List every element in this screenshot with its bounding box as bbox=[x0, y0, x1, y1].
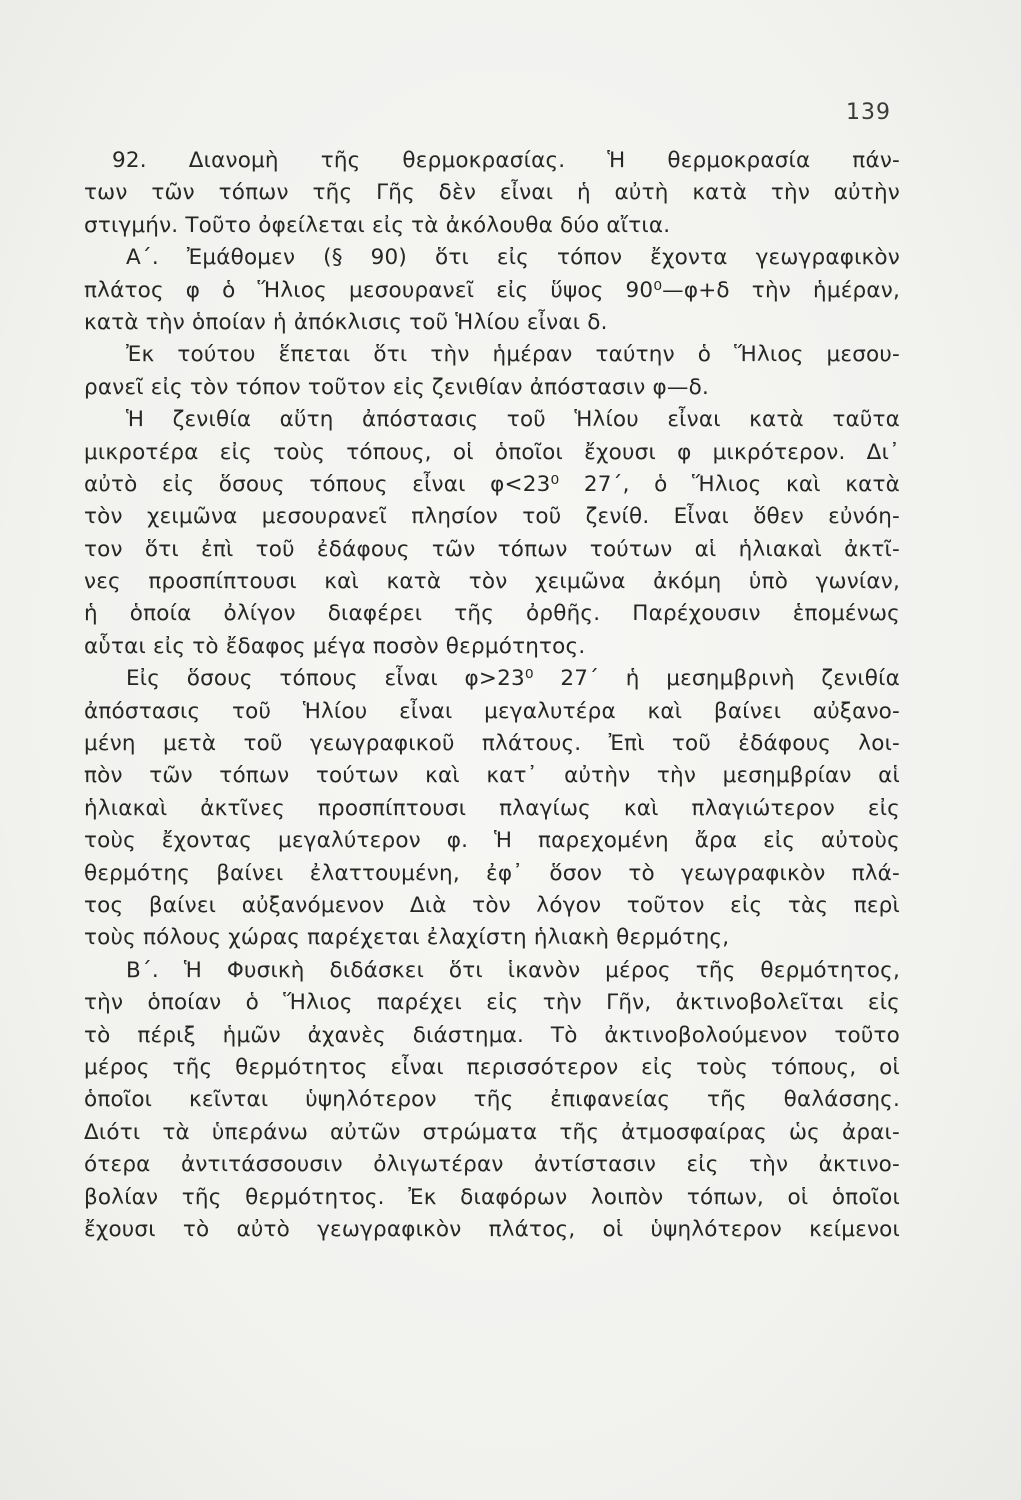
text-line: τὸν χειμῶνα μεσουρανεῖ πλησίον τοῦ ζενίθ. Εἶναι ὅθεν εὐνόη- bbox=[84, 504, 900, 530]
text-line: ρανεῖ εἰς τὸν τόπον τοῦτον εἰς ζενιθίαν ἀπόστασιν φ—δ. bbox=[84, 374, 709, 400]
text-line: Β΄. Ἡ Φυσικὴ διδάσκει ὅτι ἱκανὸν μέρος τῆς θερμότητος, bbox=[126, 957, 900, 983]
text-line: αὗται εἰς τὸ ἔδαφος μέγα ποσὸν θερμότητος. bbox=[84, 633, 586, 659]
text-line: Ἡ ζενιθία αὕτη ἀπόστασις τοῦ Ἡλίου εἶναι κατὰ ταῦτα bbox=[126, 407, 900, 433]
text-line: ἔχουσι τὸ αὐτὸ γεωγραφικὸν πλάτος, οἱ ὑψηλότερον κείμενοι bbox=[84, 1216, 900, 1242]
page-number: 139 bbox=[846, 100, 891, 125]
text-line: τοὺς πόλους χώρας παρέχεται ἐλαχίστη ἡλιακὴ θερμότης, bbox=[84, 925, 730, 951]
text-line: Εἰς ὅσους τόπους εἶναι φ>23⁰ 27΄ ἡ μεσημβρινὴ ζενιθία bbox=[126, 666, 900, 692]
text-line: τον ὅτι ἐπὶ τοῦ ἐδάφους τῶν τόπων τούτων αἱ ἡλιακαὶ ἀκτῖ- bbox=[84, 536, 900, 562]
text-line: πὸν τῶν τόπων τούτων καὶ κατ᾽ αὐτὴν τὴν μεσημβρίαν αἱ bbox=[84, 763, 900, 789]
text-line: των τῶν τόπων τῆς Γῆς δὲν εἶναι ἡ αὐτὴ κατὰ τὴν αὐτὴν bbox=[84, 180, 900, 206]
text-line: μένη μετὰ τοῦ γεωγραφικοῦ πλάτους. Ἐπὶ τοῦ ἐδάφους λοι- bbox=[84, 731, 900, 757]
text-line: Διότι τὰ ὑπεράνω αὐτῶν στρώματα τῆς ἀτμοσφαίρας ὡς ἀραι- bbox=[84, 1119, 900, 1145]
text-line: ἀπόστασις τοῦ Ἡλίου εἶναι μεγαλυτέρα καὶ βαίνει αὐξανο- bbox=[84, 698, 900, 724]
text-line: ἡ ὁποία ὀλίγον διαφέρει τῆς ὀρθῆς. Παρέχουσιν ἑπομένως bbox=[84, 601, 900, 627]
text-line: μικροτέρα εἰς τοὺς τόπους, οἱ ὁποῖοι ἔχουσι φ μικρότερον. Δι᾽ bbox=[84, 439, 900, 465]
text-line: Α΄. Ἐμάθομεν (§ 90) ὅτι εἰς τόπον ἔχοντα γεωγραφικὸν bbox=[126, 245, 900, 271]
text-line: ὁποῖοι κεῖνται ὑψηλότερον τῆς ἐπιφανείας τῆς θαλάσσης. bbox=[84, 1087, 900, 1113]
text-line: τὸ πέριξ ἡμῶν ἀχανὲς διάστημα. Τὸ ἀκτινοβολούμενον τοῦτο bbox=[84, 1022, 900, 1048]
text-line: τοὺς ἔχοντας μεγαλύτερον φ. Ἡ παρεχομένη ἄρα εἰς αὐτοὺς bbox=[84, 828, 900, 854]
text-line: θερμότης βαίνει ἐλαττουμένη, ἐφ᾽ ὅσον τὸ γεωγραφικὸν πλά- bbox=[84, 860, 900, 886]
text-line: κατὰ τὴν ὁποίαν ἡ ἀπόκλισις τοῦ Ἡλίου εἶναι δ. bbox=[84, 309, 608, 335]
text-line: Ἐκ τούτου ἕπεται ὅτι τὴν ἡμέραν ταύτην ὁ Ἥλιος μεσου- bbox=[126, 342, 900, 368]
text-line: βολίαν τῆς θερμότητος. Ἐκ διαφόρων λοιπὸν τόπων, οἱ ὁποῖοι bbox=[84, 1184, 900, 1210]
text-line: ότερα ἀντιτάσσουσιν ὀλιγωτέραν ἀντίστασιν εἰς τὴν ἀκτινο- bbox=[84, 1152, 900, 1178]
text-line: στιγμήν. Τοῦτο ὀφείλεται εἰς τὰ ἀκόλουθα δύο αἴτια. bbox=[84, 212, 671, 238]
text-line: 92. Διανομὴ τῆς θερμοκρασίας. Ἡ θερμοκρασία πάν- bbox=[112, 148, 900, 173]
text-line: τὴν ὁποίαν ὁ Ἥλιος παρέχει εἰς τὴν Γῆν, ἀκτινοβολεῖται εἰς bbox=[84, 990, 900, 1016]
text-line: μέρος τῆς θερμότητος εἶναι περισσότερον εἰς τοὺς τόπους, οἱ bbox=[84, 1054, 900, 1080]
text-line: νες προσπίπτουσι καὶ κατὰ τὸν χειμῶνα ἀκόμη ὑπὸ γωνίαν, bbox=[84, 569, 900, 595]
text-line: αὐτὸ εἰς ὅσους τόπους εἶναι φ<23⁰ 27΄, ὁ Ἥλιος καὶ κατὰ bbox=[84, 471, 900, 497]
text-line: ἡλιακαὶ ἀκτῖνες προσπίπτουσι πλαγίως καὶ πλαγιώτερον εἰς bbox=[84, 795, 900, 821]
text-line: πλάτος φ ὁ Ἥλιος μεσουρανεῖ εἰς ὕψος 90⁰—φ+δ τὴν ἡμέραν, bbox=[84, 277, 900, 303]
text-line: τος βαίνει αὐξανόμενον Διὰ τὸν λόγον τοῦτον εἰς τὰς περὶ bbox=[84, 892, 900, 918]
body-text bbox=[84, 145, 900, 1246]
